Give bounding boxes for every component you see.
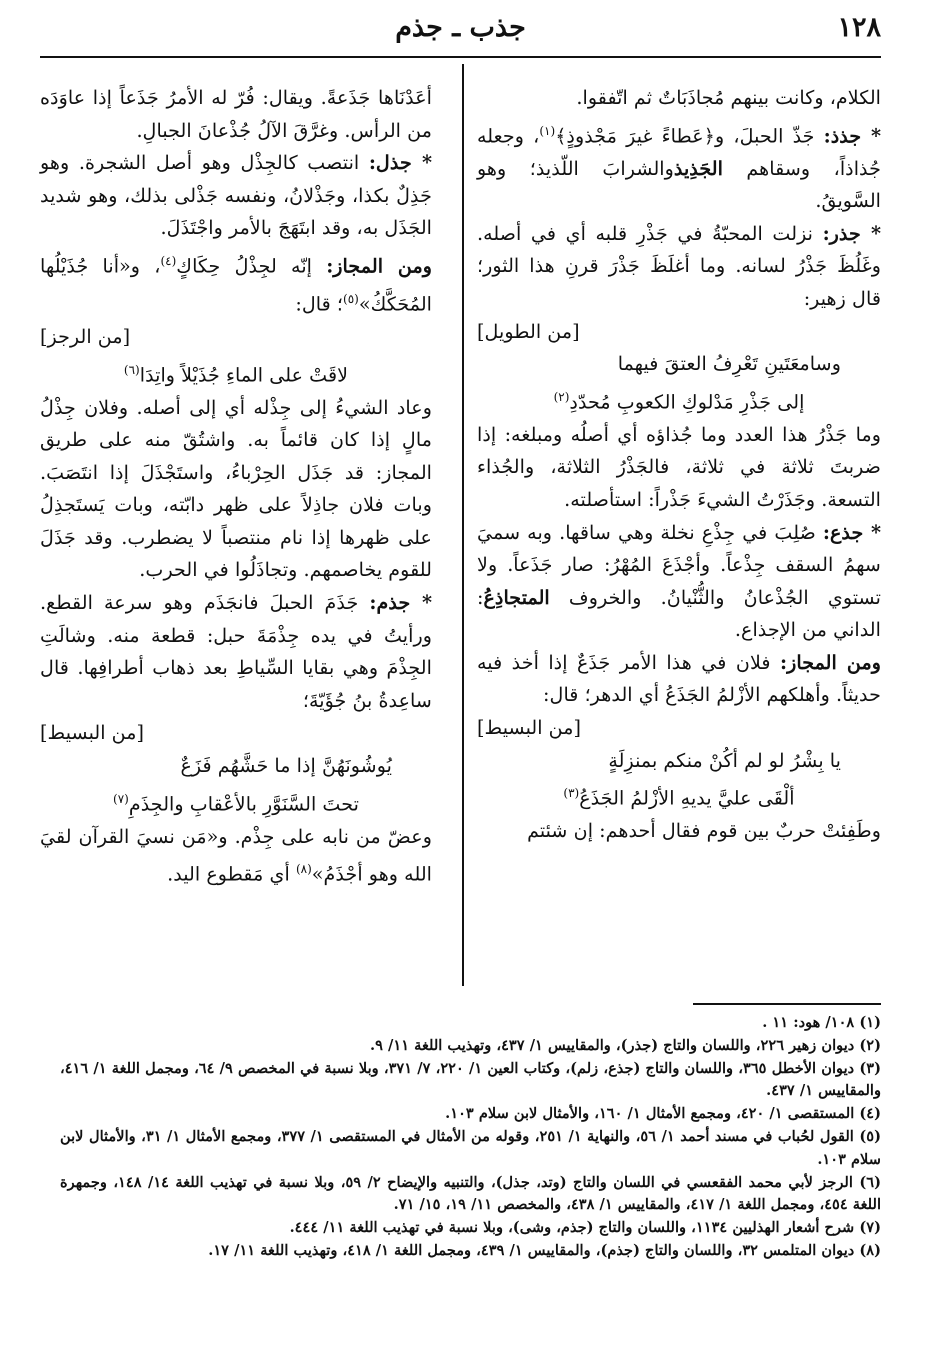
entry-text: انتصب كالجِذْل وهو أصل الشجرة. وهو جَذِلٌ بكذا، وجَذْلانُ، ونفسه جَذْلى بذلك، وهو شديد الجَذَل به، وقد ابتَهَجَ بالأمر واجْتَذَلَ. (40, 151, 432, 240)
header-rule (40, 56, 881, 58)
entry-text: فلان في هذا الأمر جَذَعٌ إذا أخذ فيه حديثاً. وأهلكهم الأزْلمُ الجَذَعُ أي الدهر؛ قال: (477, 650, 881, 707)
paragraph: وعاد الشيءُ إلى جِذْله أي إلى أصله. وفلان جِذْلُ مالٍ إذا كان قائماً به. واشتُقّ منه على طريق المجاز: قد جَذَل الحِرْباءُ، واستَجْذَلَ إذا انتَصَبَ. وبات فلان جاذِلاً على ظهر دابّته، وبات يَستَجذِلُ على ظهرها إذا نام منتصباً لا يضطرب. وقد جَذَلَ للقوم يخاصمهم. وتجاذَلُوا في الحرب. (40, 395, 432, 582)
headword: * جذر: (822, 221, 882, 245)
verse-line: يُوشُونَهُنَّ إذا ما حَشَّهُم فَزَعٌ (180, 754, 392, 778)
entry-text: ، وجعله جُذاذاً، وسقاهم (477, 123, 881, 180)
entry-jadhal (40, 147, 432, 245)
entry-jadhadh (477, 115, 881, 218)
footnote-ref: (٣) (563, 786, 580, 801)
bold-term: المتجاذِعُ (483, 585, 550, 609)
page-number: ١٢٨ (837, 12, 881, 43)
majaz-label: ومن المجاز: (780, 650, 881, 674)
majaz-label: ومن المجاز: (326, 254, 432, 278)
meter-label: [من الرجز] (40, 324, 131, 348)
verse-line: يا بِشْرُ لو لم أكُنْ منكم بمنزِلَةٍ (608, 748, 841, 772)
footnote: (٧) شرح أشعار الهذليين ١١٣٤، واللسان والتاج (جذم، وشى)، وبلا نسبة في تهذيب اللغة ١١/ ٤٤٤. (289, 1219, 881, 1237)
column-divider (462, 64, 464, 986)
footnote-ref: (٤) (160, 253, 177, 268)
headword: * جذع: (822, 520, 881, 544)
footnote-rule (693, 1003, 881, 1005)
meter-label: [من البسيط] (477, 716, 582, 740)
entry-text: نزلت المحبّةُ في جَذْرِ قلبه أي في أصله. وغَلُظَ جَذْرُ لسانه. وما أغلَظَ جَذْرَ قرنِ هذا الثور؛ قال زهير: (477, 221, 881, 310)
verse-text: ألْقَى عليَّ يديهِ الأزْلمُ الجَذَعُ (579, 786, 795, 810)
entry-text: جَذّ الحبلَ، و﴿عَطاءً غيرَ مَجْذوذٍ﴾ (555, 123, 824, 147)
verse-line (40, 783, 432, 821)
verse-line: وسامعَتَينِ تَعْرِفُ العتقَ فيهما (617, 352, 841, 376)
footnote-ref: (٥) (343, 291, 359, 306)
footnote-ref: (٢) (553, 389, 570, 404)
footnote-ref: (٧) (113, 791, 129, 806)
footnote: (١) ١٠٨/ هود: ١١ . (762, 1014, 881, 1031)
entry-text: صُلِبَ في جِذْعِ نخلة وهي ساقها. وبه سميَ سهمُ السقف جِذْعاً. وأجْذَعَ المُهْرُ: صار جَذَعاً. ولا تستوي الجُذْعانُ والثُّنْيانُ. والخروف (477, 520, 881, 609)
headword: * جذل: (368, 151, 432, 175)
verse-line (40, 354, 432, 392)
verse-text: إلى جَذْرِ مَدْلوكِ الكعوبِ مُحدّدِ (569, 390, 805, 414)
headword: * جذم: (369, 591, 432, 615)
footnote-ref: (٨) (295, 862, 312, 877)
verse-text: لاقَتْ على الماءِ جُذَيْلاً واتِدَا (139, 362, 349, 386)
entry-text: ، و«أنا جُذَيْلُها المُحَكَّكُ» (40, 254, 432, 316)
footnote: (٦) الرجز لأبي محمد الفقعسي في اللسان والتاج (وتد، جذل)، والتنبيه والإيضاح ٢/ ٥٩، وبلا نسبة في تهذيب اللغة ١٤/ ١٤٨، وجمهرة اللغة ٤٥٤، ومجمل اللغة ١/ ٤١٧، والمقاييس ١/ ٤٣٨، والمخصص ١١/ ١٩، ١٥/ ٧١. (60, 1173, 881, 1214)
footnote-ref: (١) (539, 123, 556, 138)
entry-text: وعضّ من نابه على جِذْم. و«مَن نسيَ القرآن لقيَ الله وهو أجْذَمُ» (40, 824, 432, 886)
entry-text: إنّه لجِذْلُ حِكَاكٍ (176, 254, 327, 278)
majaz-section (40, 245, 432, 354)
paragraph: وما جَذْرُ هذا العدد وما جُذاؤه أي أصلُه ومبلغه: إذا ضربتَ ثلاثة في ثلاثة، فالجَذْرُ الثلاثة، والجُذاء التسعة. وجَذَرْتُ الشيءَ جَذْراً: استأصلته. (477, 422, 881, 511)
verse-line (477, 777, 881, 815)
footnote: (٢) ديوان زهير ٢٢٦، واللسان والتاج (جذر)، والمقاييس ١/ ٤٣٧، وتهذيب اللغة ١١/ ٩. (370, 1036, 881, 1054)
page-header (40, 12, 881, 52)
entry-text: جَذَمَ الحبلَ فانجَذَم وهو سرعة القطع. ورأيتُ في يده جِذْمَةَ حبل: قطعة منه. وشالَتِ الجِذْمَ وهي بقايا السِّياطِ بعد ذهاب أطرافِها. قال ساعِدةُ بنُ جُؤَيّةَ؛ (40, 591, 432, 712)
entry-text: أي مَقطوع اليد. (167, 862, 296, 886)
entry-jadham (40, 587, 432, 750)
entry-jadha (477, 517, 881, 647)
right-column (477, 82, 881, 848)
paragraph: الكلام، وكانت بينهم مُجاذَبَاتٌ ثم اتّفقوا. (576, 86, 881, 109)
footnotes (60, 1012, 881, 1263)
footnote: (٤) المستقصى ١/ ٤٢٠، ومجمع الأمثال ١/ ١٦٠، والأمثال لابن سلام ١٠٣. (445, 1105, 881, 1123)
entry-text: والشرابَ اللّذيذ؛ وهو السَّويقُ. (477, 156, 881, 213)
majaz-section (477, 647, 881, 745)
entry-text: ؛ قال: (295, 292, 343, 316)
verse-text: تحتَ السَّنَوَّرِ بالأعْقابِ والجِذَمِ (128, 792, 359, 816)
footnote: (٣) ديوان الأخطل ٣٦٥، واللسان والتاج (جذع، زلم)، وكتاب العين ١/ ٢٢٠، ٧/ ٣٧١، وبلا نسبة في المخصص ٩/ ٦٤، ومجمل اللغة ١/ ٤١٦، والمقاييس ١/ ٤٣٧. (60, 1059, 881, 1100)
paragraph: أعَدْنَاها جَذَعةً. ويقال: فُرّ له الأمرُ جَذَعاً إذا عاوَدَه من الرأس. وغرَّقَ الآلُ جُذْعانَ الجبالِ. (40, 86, 432, 142)
footnote: (٨) ديوان المتلمس ٣٢، واللسان والتاج (جذم)، والمقاييس ١/ ٤٣٩، ومجمل اللغة ١/ ٤١٨، وتهذيب اللغة ١١/ ١٧. (208, 1241, 881, 1259)
meter-label: [من الطويل] (477, 319, 580, 343)
entry-text: : الداني من الإجذاع. (477, 585, 881, 642)
meter-label: [من البسيط] (40, 721, 145, 745)
running-title: جذب ـ جذم (395, 12, 526, 43)
bold-term: الجَذِيذ (673, 156, 723, 180)
left-column (40, 82, 432, 891)
paragraph: وطَفِئتْ حربٌ بين قوم فقال أحدهم: إن شئتم (527, 819, 881, 843)
verse-line (477, 381, 881, 419)
footnote-ref: (٦) (123, 362, 140, 377)
entry-jadhr (477, 218, 881, 348)
paragraph (40, 821, 432, 892)
footnote: (٥) القول لحُباب في مسند أحمد ١/ ٥٦، والنهاية ١/ ٢٥١، وقوله من الأمثال في المستقصى ١/ ٣٧٧، ومجمع الأمثال ١/ ٣١، والأمثال لابن سلام ١٠٣. (60, 1127, 882, 1168)
headword: * جذذ: (823, 123, 881, 147)
